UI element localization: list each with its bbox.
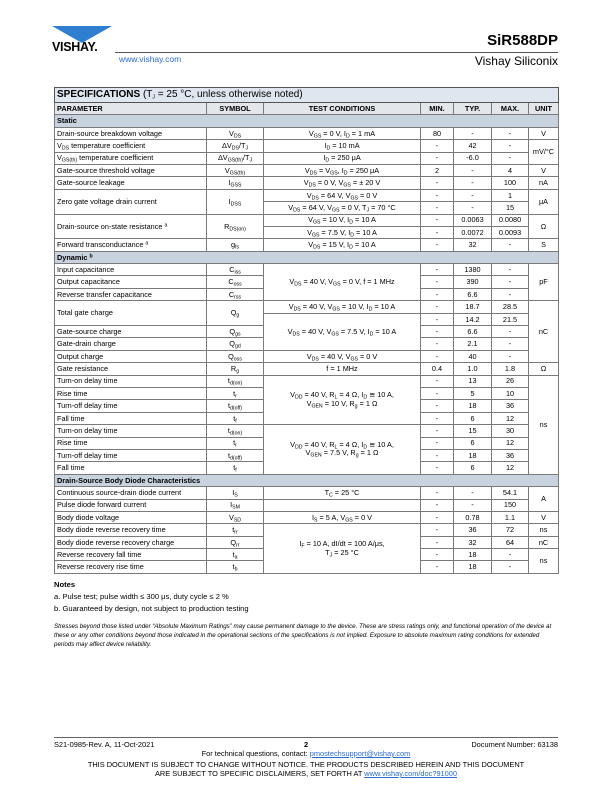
specifications-table — [54, 87, 559, 574]
note-a: a. Pulse test; pulse width ≤ 300 μs, duty cycle ≤ 2 % — [54, 592, 229, 602]
notes-title: Notes — [54, 580, 76, 589]
table-row: Turn-off delay time $t_{d(off)}$ - 18 36 — [55, 449, 559, 461]
table-row: Gate-source leakage $I_{GSS}$ $V_{DS} = 0$ V, $V_{GS}$ = ± 20 V - - 100 nA — [55, 177, 559, 189]
page-number: 2 — [303, 740, 309, 749]
table-row: Gate-source threshold voltage $V_{GS(th)}$ $V_{DS} = V_{GS}$, $I_D = 250$ μA 2 - 4 V — [55, 164, 559, 176]
table-title-row — [55, 88, 559, 103]
table-row: $V_{DS} = 64$ V, $V_{GS} = 0$ V, $T_J = 70$ °C - - 15 — [55, 202, 559, 214]
notes — [54, 579, 558, 616]
table-row: Turn-on delay time $t_{d(on)}$ $V_{DD} = 40$ V, $R_L = 4$ Ω, $I_D$ ≅ 10 A, $V_{GEN} = 7.5$ V, $R_g = 1$ Ω - 15 30 — [55, 425, 559, 437]
header-rule — [115, 52, 558, 53]
table-header-row — [55, 103, 559, 115]
table-row: Input capacitance $C_{iss}$ $V_{DS} = 40$ V, $V_{GS} = 0$ V, f = 1 MHz - 1380 - pF — [55, 264, 559, 276]
col-header-test-conditions: TEST CONDITIONS — [264, 103, 421, 115]
table-row: Body diode reverse recovery time $t_{rr}$ $I_F = 10$ A, dI/dt = 100 A/μs, $T_J = 25$ °C - 36 72 ns — [55, 524, 559, 536]
table-row: Drain-source on-state resistance $^a$ $R_{DS(on)}$ $V_{GS} = 10$ V, $I_D = 10$ A - 0.0063 0.0080 Ω — [55, 214, 559, 226]
disclaimer-link[interactable]: www.vishay.com/doc?91000 — [364, 769, 457, 778]
table-row: $V_{DS} = 40$ V, $V_{GS} = 7.5$ V, $I_D = 10$ A - 14.2 21.5 — [55, 313, 559, 325]
table-row: Turn-off delay time $t_{d(off)}$ - 18 36 — [55, 400, 559, 412]
site-url-link[interactable]: www.vishay.com — [119, 54, 182, 64]
col-header-parameter: PARAMETER — [55, 103, 207, 115]
table-title: SPECIFICATIONS ($T_J = 25$ °C, unless otherwise noted) — [55, 88, 559, 103]
revision-info: S21-0985-Rev. A, 11-Oct-2021 — [54, 740, 155, 749]
section-body-diode: Drain-Source Body Diode Characteristics — [55, 474, 559, 486]
table-row: $V_{DS}$ temperature coefficient $\Delta V_{DS}/T_J$ $I_D = 10$ mA - 42 - mV/°C — [55, 140, 559, 152]
table-row: Reverse transfer capacitance $C_{rss}$ - 6.6 - — [55, 288, 559, 300]
table-row: Reverse recovery rise time $t_b$ - 18 - — [55, 561, 559, 573]
section-static: Static — [55, 115, 559, 127]
col-header-max: MAX. — [492, 103, 529, 115]
table-row: Body diode reverse recovery charge $Q_{rr}$ - 32 64 nC — [55, 536, 559, 548]
table-row: Gate-drain charge $Q_{gd}$ - 2.1 - — [55, 338, 559, 350]
table-row: Rise time $t_r$ - 5 10 — [55, 387, 559, 399]
table-row: Pulse diode forward current $I_{SM}$ - - 150 — [55, 499, 559, 511]
footer-rule — [54, 737, 558, 738]
table-row: Fall time $t_f$ - 6 12 — [55, 412, 559, 424]
table-row: Zero gate voltage drain current $I_{DSS}$ $V_{DS} = 64$ V, $V_{GS} = 0$ V - - 1 μA — [55, 189, 559, 201]
table-row: Output charge $Q_{oss}$ $V_{DS} = 40$ V, $V_{GS} = 0$ V - 40 - — [55, 350, 559, 362]
disclaimer: Stresses beyond those listed under “Absolute Maximum Ratings” may cause permanent damage to the device. These are stress ratings only, and functional operation of the device at these or any other conditions beyond those indicated in the operational sections of the specifications is not implied. Exposure to absolute maximum rating conditions for extended periods may affect device reliability. — [54, 623, 552, 649]
table-row: Fall time $t_f$ - 6 12 — [55, 462, 559, 474]
notice-line-1: THIS DOCUMENT IS SUBJECT TO CHANGE WITHOUT NOTICE. THE PRODUCTS DESCRIBED HEREIN AND THIS DOCUMENT — [87, 760, 525, 769]
table-row: Gate-source charge $Q_{gs}$ - 6.6 - — [55, 326, 559, 338]
table-row: Drain-source breakdown voltage $V_{DS}$ $V_{GS} = 0$ V, $I_D = 1$ mA 80 - - V — [55, 127, 559, 139]
col-header-typ: TYP. — [454, 103, 492, 115]
notice-line-2: ARE SUBJECT TO SPECIFIC DISCLAIMERS, SET FORTH AT www.vishay.com/doc?91000 — [154, 769, 457, 778]
part-number: SiR588DP — [487, 32, 558, 49]
table-row: Total gate charge $Q_g$ $V_{DS} = 40$ V, $V_{GS} = 10$ V, $I_D = 10$ A - 18.7 28.5 nC — [55, 301, 559, 313]
table-row: Forward transconductance $^a$ $g_{fs}$ $V_{DS} = 15$ V, $I_D = 10$ A - 32 - S — [55, 239, 559, 251]
table-row: Rise time $t_r$ - 6 12 — [55, 437, 559, 449]
col-header-unit: UNIT — [529, 103, 559, 115]
contact-line: For technical questions, contact: pmostechsupport@vishay.com — [201, 749, 411, 758]
table-row: Turn-on delay time $t_{d(on)}$ $V_{DD} = 40$ V, $R_L = 4$ Ω, $I_D$ ≅ 10 A, $V_{GEN} = 10$ V, $R_g = 1$ Ω - 13 26 ns — [55, 375, 559, 387]
table-row: Body diode voltage $V_{SD}$ $I_S = 5$ A, $V_{GS} = 0$ V - 0.78 1.1 V — [55, 511, 559, 523]
table-row: Continuous source-drain diode current $I_S$ $T_C = 25$ °C - - 54.1 A — [55, 487, 559, 499]
table-row: Output capacitance $C_{oss}$ - 390 - — [55, 276, 559, 288]
table-row: $V_{GS(th)}$ temperature coefficient $\Delta V_{GS(th)}/T_J$ $I_D = 250$ μA - -6.0 - — [55, 152, 559, 164]
col-header-symbol: SYMBOL — [207, 103, 264, 115]
section-dynamic: Dynamic $^b$ — [55, 251, 559, 263]
col-header-min: MIN. — [421, 103, 454, 115]
document-number: Document Number: 63138 — [471, 740, 558, 749]
table-row: $V_{GS} = 7.5$ V, $I_D = 10$ A - 0.0072 0.0093 — [55, 226, 559, 238]
support-email-link[interactable]: pmostechsupport@vishay.com — [309, 749, 411, 758]
company-name: Vishay Siliconix — [474, 54, 558, 68]
logo-text: VISHAY. — [52, 40, 98, 54]
note-b: b. Guaranteed by design, not subject to production testing — [54, 604, 249, 614]
table-row: Gate resistance $R_g$ f = 1 MHz 0.4 1.0 1.8 Ω — [55, 363, 559, 375]
table-row: Reverse recovery fall time $t_a$ - 18 - ns — [55, 549, 559, 561]
